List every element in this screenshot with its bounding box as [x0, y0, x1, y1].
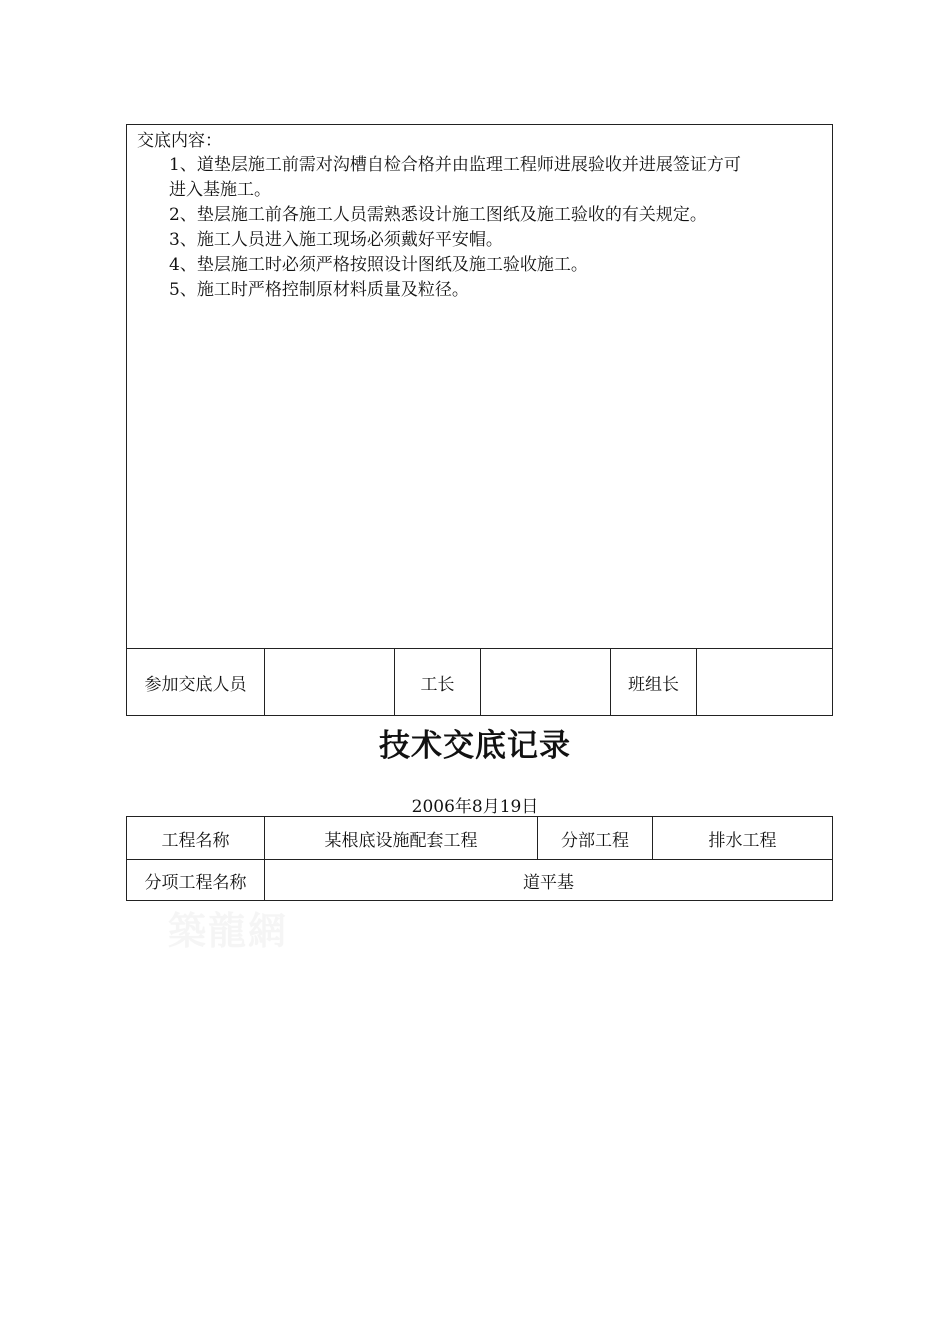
participants-field[interactable]	[265, 649, 395, 715]
content-item-3-line1: 3、施工人员进入施工现场必须戴好平安帽。	[169, 230, 503, 250]
project-info-table	[126, 816, 833, 901]
content-item-2	[169, 203, 824, 228]
disclosure-content-box	[126, 124, 833, 649]
team-leader-label: 班组长	[611, 649, 697, 715]
document-date: 2006年8月19日	[411, 797, 539, 817]
content-item-3	[169, 228, 824, 253]
foreman-field[interactable]	[481, 649, 611, 715]
content-item-1	[169, 153, 824, 203]
info-row-project	[127, 817, 832, 859]
content-item-4-line1: 4、垫层施工时必须严格按照设计图纸及施工验收施工。	[169, 255, 588, 275]
division-value: 排水工程	[708, 830, 777, 851]
project-name-label: 工程名称	[127, 817, 265, 859]
team-leader-field[interactable]	[697, 649, 832, 715]
content-item-4	[169, 253, 824, 278]
participants-label: 参加交底人员	[127, 649, 265, 715]
content-items	[169, 153, 824, 303]
foreman-label: 工长	[395, 649, 481, 715]
project-name-value: 某根底设施配套工程	[265, 817, 538, 859]
content-label: 交底内容：	[137, 131, 222, 151]
content-item-5	[169, 278, 824, 303]
watermark-logo: 築龍網	[168, 908, 289, 953]
division-label: 分部工程	[538, 817, 653, 859]
document-title: 技术交底记录	[379, 728, 571, 764]
content-item-1-line1: 1、道垫层施工前需对沟槽自检合格并由监理工程师进展验收并进展签证方可	[169, 155, 741, 175]
signature-row	[126, 648, 833, 716]
content-item-5-line1: 5、施工时严格控制原材料质量及粒径。	[169, 280, 469, 300]
info-row-subitem	[127, 859, 832, 901]
faint-watermark-band	[285, 1138, 805, 1190]
content-item-1-line2: 进入基施工。	[169, 180, 271, 200]
content-item-2-line1: 2、垫层施工前各施工人员需熟悉设计施工图纸及施工验收的有关规定。	[169, 205, 707, 225]
subitem-value: 道平基	[523, 873, 574, 893]
subitem-label: 分项工程名称	[127, 860, 265, 901]
